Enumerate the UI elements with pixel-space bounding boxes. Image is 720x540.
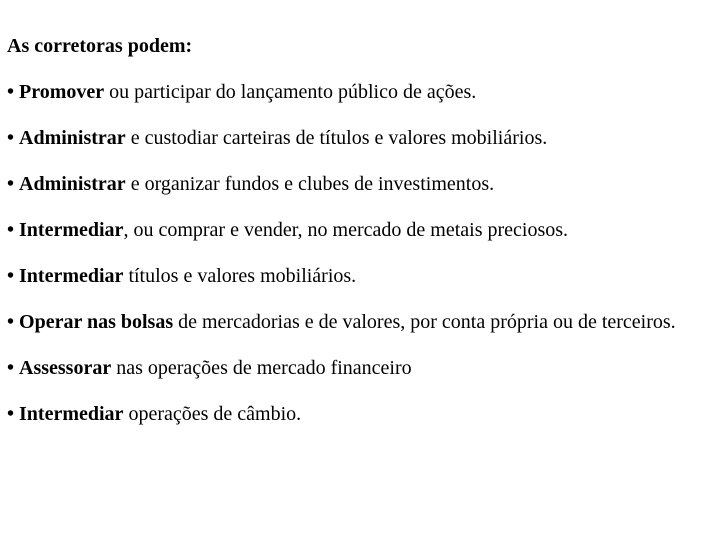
item-lead: Intermediar bbox=[19, 265, 124, 287]
bullet: • bbox=[7, 311, 15, 333]
item-text: operações de câmbio. bbox=[123, 403, 302, 425]
bullet: • bbox=[7, 265, 15, 287]
list-item bbox=[7, 173, 690, 196]
list-item bbox=[7, 265, 690, 288]
list-item bbox=[7, 81, 690, 104]
item-text: de mercadorias e de valores, por conta própria ou de terceiros. bbox=[173, 311, 676, 333]
list-item bbox=[7, 219, 690, 242]
item-text: nas operações de mercado financeiro bbox=[111, 357, 412, 379]
item-lead: Promover bbox=[19, 81, 105, 103]
bullet: • bbox=[7, 219, 15, 241]
item-lead: Assessorar bbox=[19, 357, 112, 379]
bullet: • bbox=[7, 403, 15, 425]
item-text: e custodiar carteiras de títulos e valores mobiliários. bbox=[125, 127, 548, 149]
slide-heading: As corretoras podem: bbox=[7, 35, 193, 57]
list-item bbox=[7, 127, 690, 150]
bullet: • bbox=[7, 173, 15, 195]
item-lead: Administrar bbox=[19, 173, 126, 195]
item-lead: Administrar bbox=[19, 127, 126, 149]
item-lead: Operar nas bolsas bbox=[19, 311, 174, 333]
list-item bbox=[7, 311, 690, 334]
item-lead: Intermediar bbox=[19, 403, 124, 425]
item-lead: Intermediar bbox=[19, 219, 124, 241]
item-text: e organizar fundos e clubes de investimentos. bbox=[125, 173, 495, 195]
item-text: títulos e valores mobiliários. bbox=[123, 265, 357, 287]
bullet: • bbox=[7, 127, 15, 149]
bullet: • bbox=[7, 357, 15, 379]
list-item bbox=[7, 357, 690, 380]
item-text: , ou comprar e vender, no mercado de metais preciosos. bbox=[123, 219, 569, 241]
item-text: ou participar do lançamento público de ações. bbox=[104, 81, 477, 103]
list-item bbox=[7, 403, 690, 426]
bullet: • bbox=[7, 81, 15, 103]
